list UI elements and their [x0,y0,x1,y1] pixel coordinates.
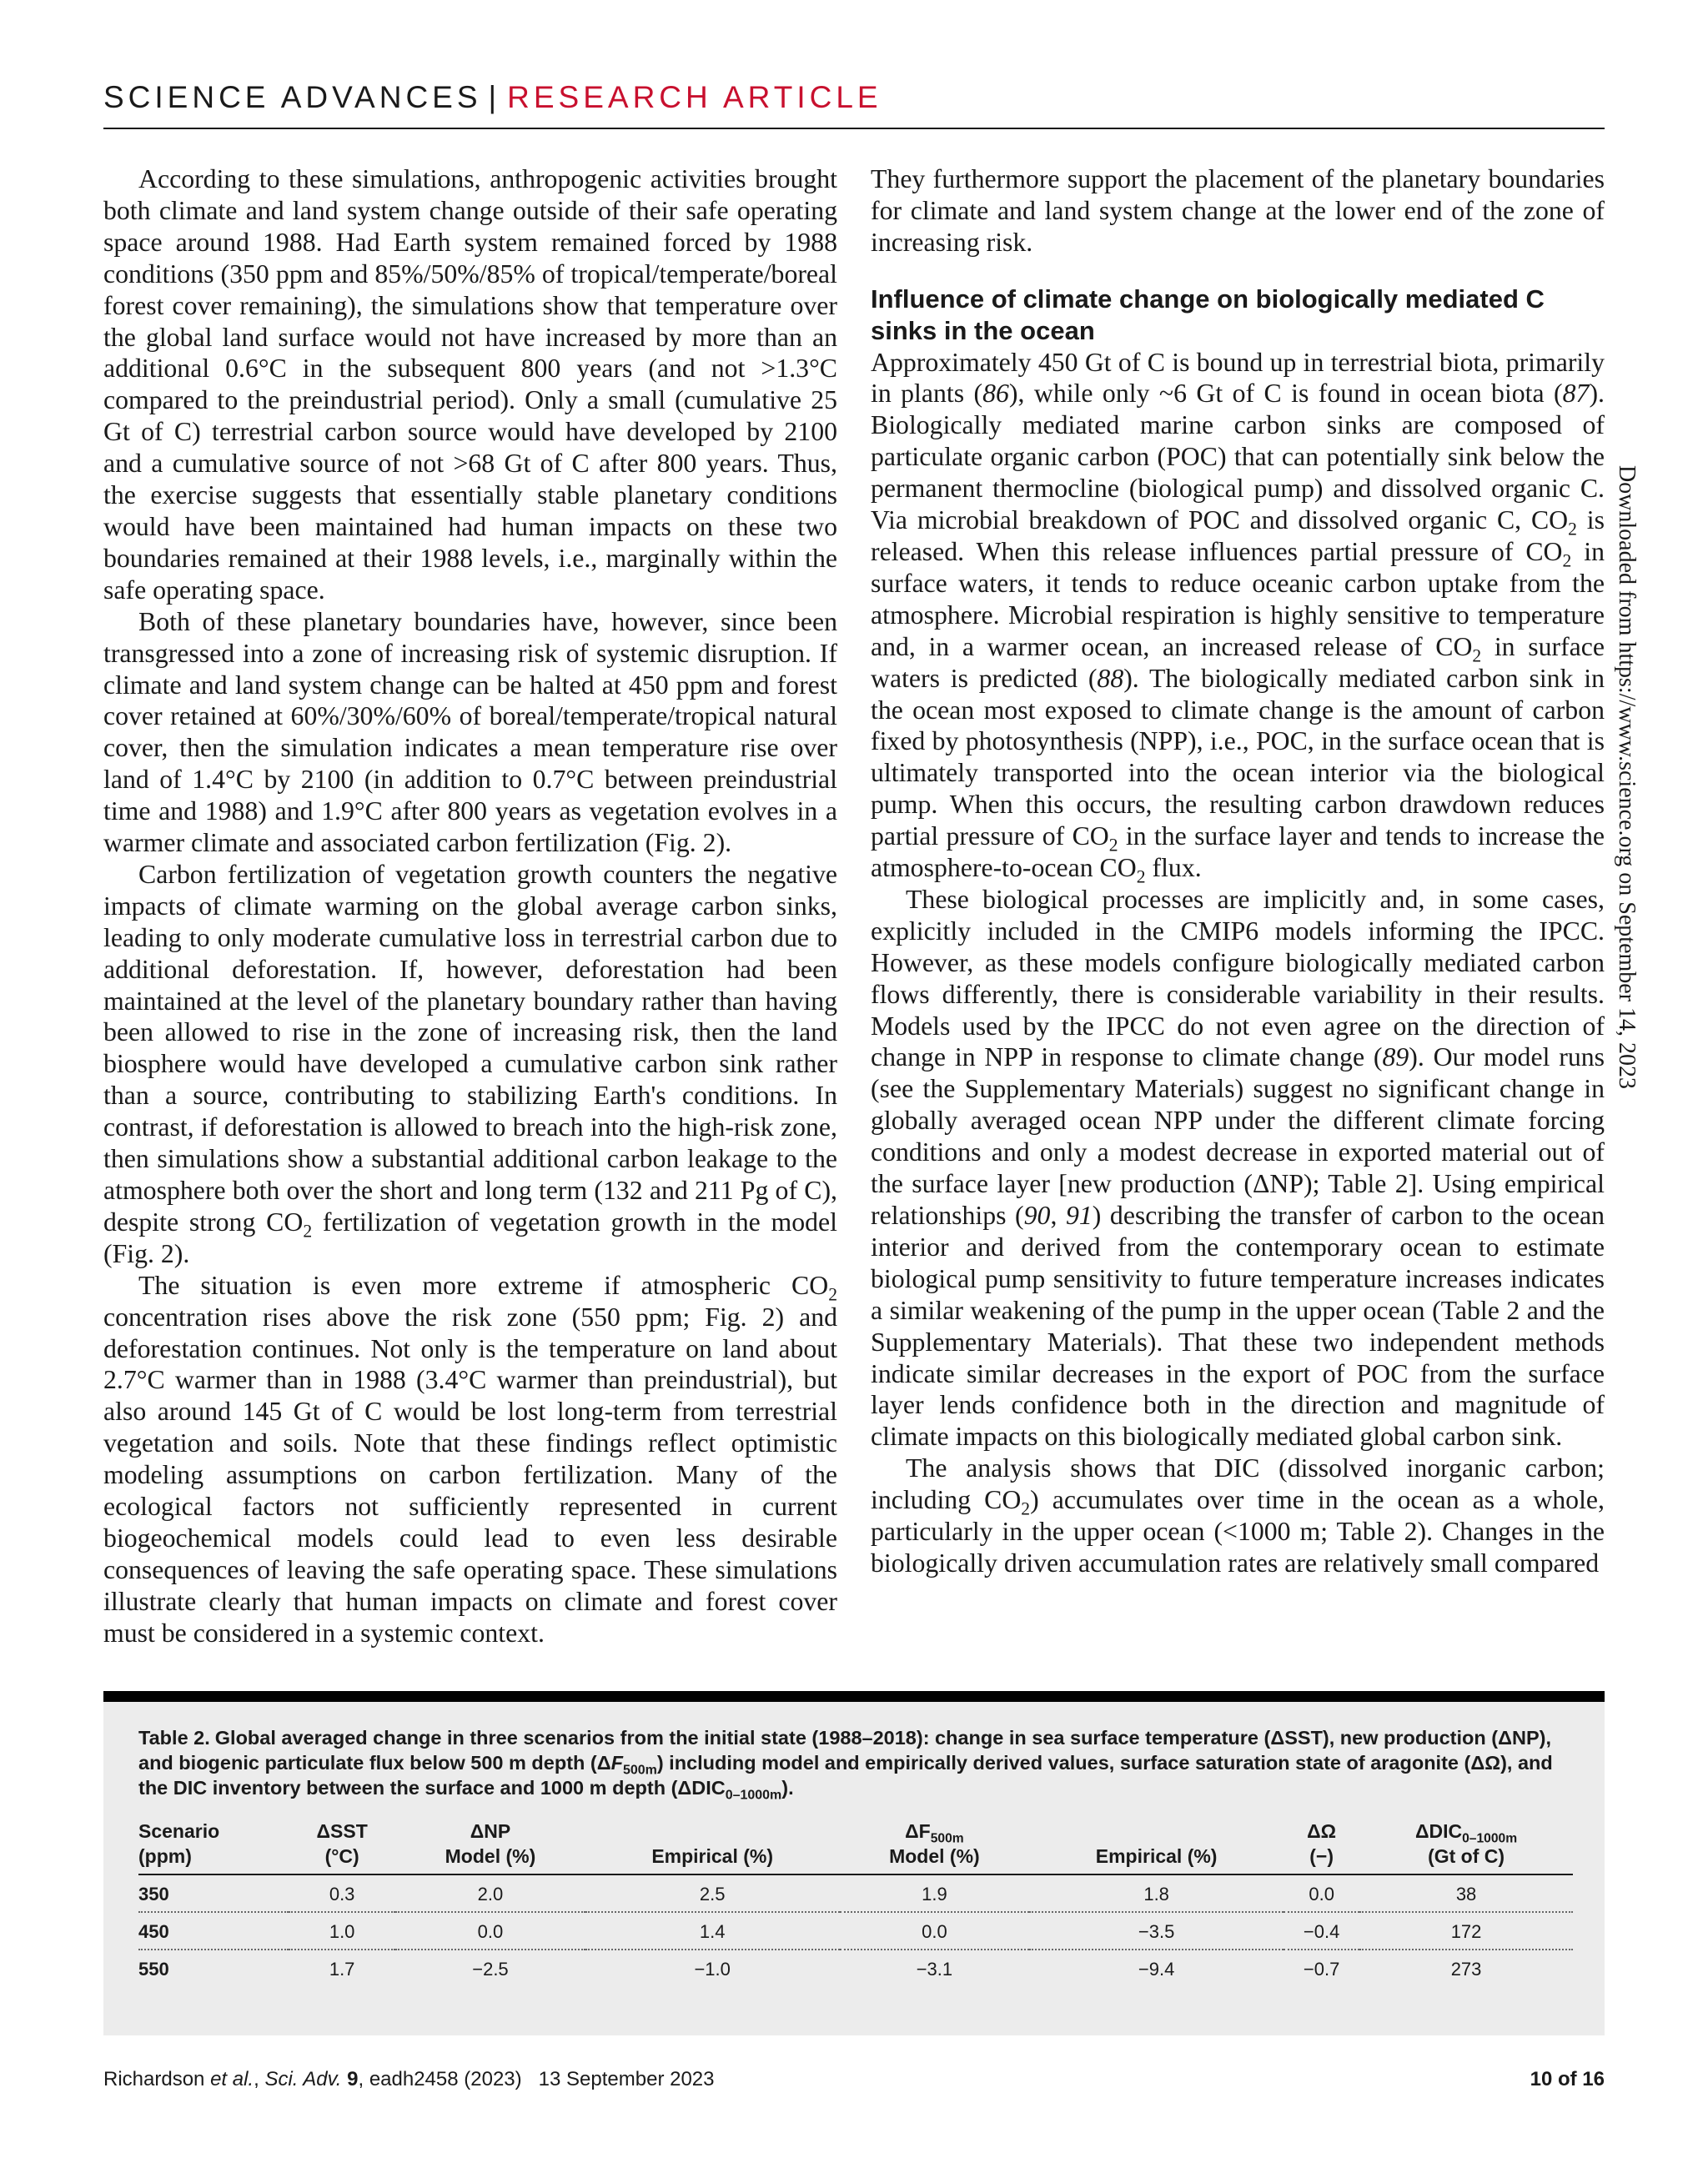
data-table [138,1819,1573,1986]
table-row: 350 0.3 2.0 2.5 1.9 1.8 0.0 38 [138,1884,1477,1905]
citation-link[interactable]: 87 [1562,379,1590,409]
header-rule [103,128,1605,129]
journal-name: SCIENCE ADVANCES [103,80,482,114]
table-header-row: Scenario ΔSST ΔNP $\Delta F_{500m}$ ΔΩ $\Delta DIC_{0-1000m}$ [138,1820,1518,1846]
page-number: 10 of 16 [1530,2068,1605,2090]
section-heading: Influence of climate change on biologically mediated C sinks in the ocean [871,284,1545,345]
citation-link[interactable]: 89 [1382,1042,1409,1072]
left-column [103,163,837,1649]
table-2 [103,1691,1605,2035]
citation-line: Richardson et al., Sci. Adv. 9, eadh2458 (2023) 13 September 2023 [103,2068,715,2090]
table-row: 450 1.0 0.0 1.4 0.0 −3.5 −0.4 172 [138,1912,1573,1950]
download-watermark: Downloaded from https://www.science.org on September 14, 2023 [1614,464,1640,1090]
running-header [103,80,1605,115]
right-column [871,163,1605,1579]
left-paragraph-4: The situation is even more extreme if atmospheric $CO_2$ concentration rises above the risk zone (550 ppm; Fig. 2) and deforestation continues. Not only is the temperature on land about 2.7°C warmer than in 1988 (3.4°C warmer than preindustrial), but also around 145 Gt of C would be lost long-term from terrestrial vegetation and soils. Note that these findings reflect optimistic modeling assumptions on carbon fertilization. Many of the ecological factors not sufficiently represented in current biogeochemical models could lead to even less desirable consequences of leaving the safe operating space. These simulations illustrate clearly that human impacts on climate and forest cover must be considered in a systemic context. [103,1270,837,1648]
table-caption: Table 2. Global averaged change in three scenarios from the initial state (1988–2018): change in sea surface temperature (ΔSST), new production (ΔNP), and biogenic particulate flux below 500 m depth $(\Delta F_{500m})$ including model and empirically derived values, surface saturation state of aragonite (ΔΩ), and the DIC inventory between the surface and 1000 m depth $(\Delta DIC_{0-1000m})$. [138,1727,1553,1803]
table-subheader-row: (ppm) (°C) Model (%) Empirical (%) Model (%) Empirical (%) (−) (Gt of C) [138,1844,1573,1874]
header-separator: | [488,80,501,114]
right-paragraph-3: The analysis shows that DIC (dissolved inorganic carbon; including $CO_2$) accumulates over time in the ocean as a whole, particularly in the upper ocean (<1000 m; Table 2). Changes in the biologically driven accumulation rates are relatively small compared [871,1453,1605,1578]
citation-link[interactable]: 90 [1023,1201,1051,1230]
right-paragraph-1: Approximately 450 Gt of C is bound up in terrestrial biota, primarily in plants (86), while only ~6 Gt of C is found in ocean biota (87). Biologically mediated marine carbon sinks are composed of particulate organic carbon (POC) that can potentially sink below the permanent thermocline (biological pump) and dissolved organic C. Via microbial breakdown of POC and dissolved organic C, $CO_2$ is released. When this release influences partial pressure of $CO_2$ in surface waters, it tends to reduce oceanic carbon uptake from the atmosphere. Microbial respiration is highly sensitive to temperature and, in a warmer ocean, an increased release of $CO_2$ in surface waters is predicted (88). The biologically mediated carbon sink in the ocean most exposed to climate change is the amount of carbon fixed by photosynthesis (NPP), i.e., POC, in the surface ocean that is ultimately transported into the ocean interior via the biological pump. When this occurs, the resulting carbon drawdown reduces partial pressure of $CO_2$ in the surface layer and tends to increase the atmosphere-to-ocean $CO_2$ flux. [871,347,1605,887]
citation-link[interactable]: 88 [1097,663,1124,693]
right-paragraph-2: These biological processes are implicitly and, in some cases, explicitly included in the CMIP6 models informing the IPCC. However, as these models configure biologically mediated carbon flows differently, there is considerable variability in their results. Models used by the IPCC do not even agree on the direction of change in NPP in response to climate change (89). Our model runs (see the Supplementary Materials) suggest no significant change in globally averaged ocean NPP under the different climate forcing conditions and only a modest decrease in exported material out of the surface layer [new production (ΔNP); Table 2]. Using empirical relationships (90, 91) describing the transfer of carbon to the ocean interior and derived from the contemporary ocean to estimate biological pump sensitivity to future temperature increases indicates a similar weakening of the pump in the upper ocean (Table 2 and the Supplementary Materials). That these two independent methods indicate similar decreases in the export of POC from the surface layer lends confidence both in the direction and magnitude of climate impacts on this biologically mediated global carbon sink. [871,884,1605,1452]
section-label: RESEARCH ARTICLE [507,80,882,114]
table-row: 550 1.7 −2.5 −1.0 −3.1 −9.4 −0.7 273 [138,1950,1573,1986]
left-paragraph-2: Both of these planetary boundaries have, however, since been transgressed into a zone of increasing risk of systemic disruption. If climate and land system change can be halted at 450 ppm and forest cover retained at 60%/30%/60% of boreal/temperate/tropical natural cover, then the simulation indicates a mean temperature rise over land of 1.4°C by 2100 (in addition to 0.7°C between preindustrial time and 1988) and 1.9°C after 800 years as vegetation evolves in a warmer climate and associated carbon fertilization (Fig. 2). [103,606,837,858]
left-paragraph-1: According to these simulations, anthropogenic activities brought both climate and land system change outside of their safe operating space around 1988. Had Earth system remained forced by 1988 conditions (350 ppm and 85%/50%/85% of tropical/temperate/boreal forest cover remaining), the simulations show that temperature over the global land surface would not have increased by more than an additional 0.6°C in the subsequent 800 years (and not >1.3°C compared to the preindustrial period). Only a small (cumulative 25 Gt of C) terrestrial carbon source would have developed by 2100 and a cumulative source of not >68 Gt of C after 800 years. Thus, the exercise suggests that essentially stable planetary conditions would have been maintained had human impacts on these two boundaries remained at their 1988 levels, i.e., marginally within the safe operating space. [103,164,837,605]
right-paragraph-0: They furthermore support the placement of the planetary boundaries for climate and land system change at the lower end of the zone of increasing risk. [871,164,1605,257]
left-paragraph-3: Carbon fertilization of vegetation growth counters the negative impacts of climate warming on the global average carbon sinks, leading to only moderate cumulative loss in terrestrial carbon due to additional deforestation. If, however, deforestation had been maintained at the level of the planetary boundary rather than having been allowed to rise in the zone of increasing risk, then the land biosphere would have developed a cumulative carbon sink rather than a source, contributing to stabilizing Earth's conditions. In contrast, if deforestation is allowed to breach into the high-risk zone, then simulations show a substantial additional carbon leakage to the atmosphere both over the short and long term (132 and 211 Pg of C), despite strong $CO_2$ fertilization of vegetation growth in the model (Fig. 2). [103,859,837,1268]
page-footer [103,2068,1605,2091]
citation-link[interactable]: 91 [1065,1201,1093,1230]
citation-link[interactable]: 86 [982,379,1009,409]
